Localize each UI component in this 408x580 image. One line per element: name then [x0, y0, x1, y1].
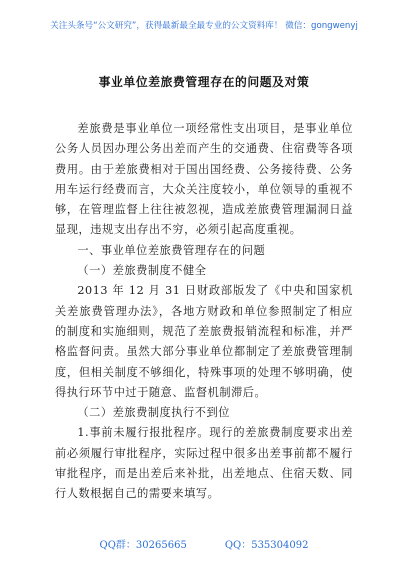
footer-contact — [0, 536, 408, 551]
qq-number: QQ：535304092 — [224, 540, 309, 551]
document-body — [55, 119, 353, 505]
paragraph-regulation: 2013 年 12 月 31 日财政部版发了《中央和国家机关差旅费管理办法》，各地方财政和单位参照制定了相应的制度和实施细则，规范了差旅费报销流程和标准，并严格监督问责。虽然大部分事业单位都制定了差旅费管理制度，但相关制度不够细化，特殊事项的处理不够明确，使得执行环节中过于随意、监督机制滞后。 — [55, 284, 353, 399]
subsection-heading-2: （二）差旅费制度执行不到位 — [77, 406, 230, 420]
subsection-heading-1: （一）差旅费制度不健全 — [77, 264, 207, 278]
paragraph-approval: 1.事前未履行报批程序。现行的差旅费制度要求出差前必须履行审批程序，实际过程中很多出差事前都不履行审批程序，而是出差后来补批，出差地点、住宿天数、同行人数根据自己的需要来填写。 — [55, 426, 353, 501]
header-banner: 关注头条号“公文研究”，获得最新最全最专业的公文资料库！ 微信：gongwenyj — [50, 21, 358, 31]
qq-group-number: QQ群：30265665 — [99, 540, 187, 551]
paragraph-intro: 差旅费是事业单位一项经常性支出项目，是事业单位公务人员因办理公务出差而产生的交通费、住宿费等各项费用。由于差旅费相对于国出国经费、公务接待费、公务用车运行经费而言，大众关注度较小，单位领导的重视不够，在管理监督上往往被忽视，造成差旅费管理漏洞日益显现，违规支出存出不穷，必须引起高度重视。 — [55, 122, 353, 237]
document-title: 事业单位差旅费管理存在的问题及对策 — [98, 75, 310, 89]
section-heading-1: 一、事业单位差旅费管理存在的问题 — [77, 243, 266, 257]
